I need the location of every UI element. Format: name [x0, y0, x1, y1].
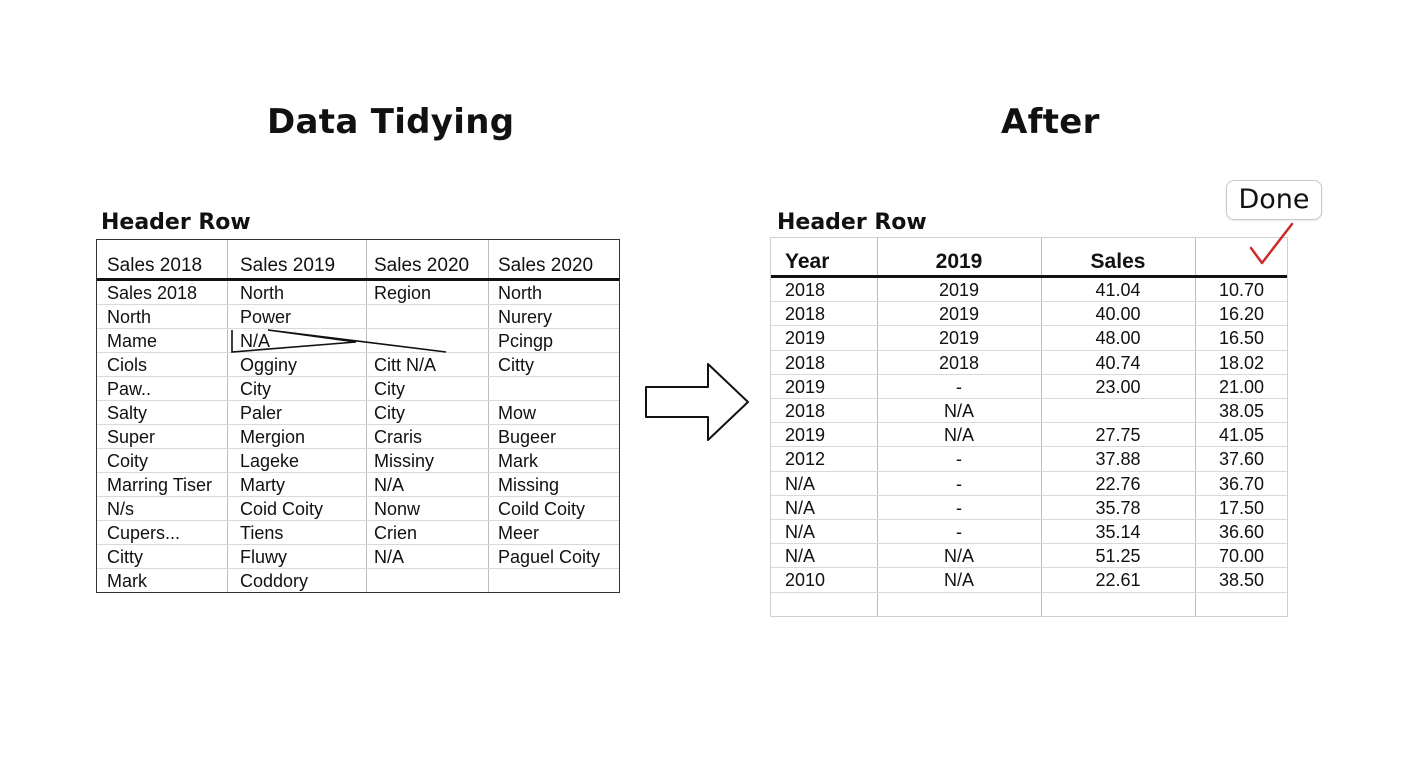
before-table-cell: Cupers... — [107, 523, 181, 543]
after-table-cell: 37.60 — [1218, 449, 1265, 470]
before-table-cell: Tiens — [240, 523, 284, 543]
right-arrow-icon — [644, 362, 752, 446]
after-table-cell: 2012 — [785, 449, 826, 470]
after-table-cell: 36.70 — [1218, 473, 1265, 494]
before-table-cell: Marty — [240, 475, 285, 495]
before-header-cell: Sales 2019 — [240, 255, 336, 276]
after-table-cell: 2018 — [785, 352, 826, 373]
before-column-divider — [366, 240, 367, 592]
before-table-cell: Mark — [107, 571, 147, 591]
after-table-cell: N/A — [785, 497, 816, 518]
after-table-cell: 2019 — [938, 280, 980, 300]
before-table-cell: Salty — [107, 403, 148, 423]
before-table-cell: Coddory — [240, 571, 309, 591]
before-table-cell: City — [374, 403, 405, 423]
before-table-cell: City — [240, 379, 271, 399]
before-table-cell: Crien — [374, 523, 418, 543]
after-table-cell: - — [956, 522, 962, 542]
before-table-cell: Pcingp — [498, 331, 554, 351]
before-table-cell: Coild Coity — [498, 499, 586, 519]
before-table-cell: Fluwy — [240, 547, 288, 567]
before-table-cell: Meer — [498, 523, 540, 543]
before-table-cell: Region — [374, 283, 432, 303]
before-table-cell: Mergion — [240, 427, 306, 447]
after-table-cell: N/A — [943, 425, 974, 446]
after-table-cell: 23.00 — [1095, 376, 1141, 397]
before-table-cell: Citt N/A — [374, 355, 437, 375]
after-table-cell: N/A — [943, 546, 974, 567]
after-table-cell: 2018 — [785, 304, 826, 325]
before-table-cell: Ciols — [107, 355, 148, 375]
after-table-cell: 2019 — [785, 425, 826, 446]
before-table-cell: Mark — [498, 451, 538, 471]
after-table-cell: 16.50 — [1218, 328, 1265, 349]
after-header-cell: Year — [785, 250, 830, 273]
before-table-cell: Citty — [498, 355, 534, 375]
after-table-cell: N/A — [785, 473, 816, 494]
after-table-cell: 70.00 — [1218, 546, 1265, 567]
after-title: After — [1001, 102, 1100, 142]
after-table-cell: 10.70 — [1218, 280, 1265, 300]
after-table-cell: 40.00 — [1095, 304, 1141, 325]
after-table-cell: - — [956, 449, 962, 470]
done-badge: Done — [1226, 180, 1322, 220]
after-table-cell: 17.50 — [1218, 497, 1265, 518]
before-table-cell: Missiny — [374, 451, 435, 471]
before-table-cell: Super — [107, 427, 156, 447]
before-table-cell: Nurery — [498, 307, 553, 327]
before-table-cell: Paler — [240, 403, 283, 423]
before-table-cell: Missing — [498, 475, 560, 495]
after-table-cell: 48.00 — [1095, 328, 1141, 349]
before-table-cell: Paguel Coity — [498, 547, 601, 567]
before-column-divider — [488, 240, 489, 592]
before-table — [96, 239, 620, 593]
before-table-cell: N/A — [374, 547, 405, 567]
after-table-cell: 18.02 — [1218, 352, 1265, 373]
before-table-cell: Marring Tiser — [107, 475, 213, 495]
before-table-cell: North — [240, 283, 285, 303]
after-table-cell: 2019 — [938, 304, 980, 325]
after-table-cell: - — [956, 497, 962, 518]
after-table-cell: 2019 — [785, 328, 826, 349]
before-table-cell: N/A — [240, 331, 271, 351]
after-table-cell: 21.00 — [1218, 376, 1265, 397]
before-header-row-label: Header Row — [101, 210, 251, 235]
before-column-divider — [227, 240, 228, 592]
after-table-cell: 40.74 — [1095, 352, 1141, 373]
after-table-cell: 2018 — [785, 280, 826, 300]
before-table-cell: Mow — [498, 403, 537, 423]
before-table-cell: Sales 2018 — [107, 283, 198, 303]
after-table-cell: 38.50 — [1218, 570, 1265, 591]
before-header-cell: Sales 2020 — [498, 255, 594, 276]
before-table-cell: Coity — [107, 451, 149, 471]
before-row-divider — [97, 376, 619, 377]
after-table-cell: - — [956, 473, 962, 494]
before-table-cell: City — [374, 379, 405, 399]
before-table-cell: Ogginy — [240, 355, 298, 375]
before-table-cell: North — [498, 283, 543, 303]
before-table-cell: Craris — [374, 427, 422, 447]
after-table-cell: 22.61 — [1095, 570, 1141, 591]
before-table-cell: N/A — [374, 475, 405, 495]
after-header-cell: 2019 — [935, 250, 983, 273]
after-table-cell: 2019 — [785, 376, 826, 397]
after-table-cell: 35.78 — [1095, 497, 1141, 518]
after-table-cell: 2019 — [938, 328, 980, 349]
after-table-cell: 22.76 — [1095, 473, 1141, 494]
after-table-cell: 16.20 — [1218, 304, 1265, 325]
before-table-cell: Power — [240, 307, 292, 327]
after-table-cell: - — [956, 376, 962, 397]
before-table-cell: Nonw — [374, 499, 421, 519]
before-table-cell: Citty — [107, 547, 143, 567]
before-table-cell: Lageke — [240, 451, 300, 471]
after-table-cell: 35.14 — [1095, 522, 1141, 542]
before-header-cell: Sales 2020 — [374, 255, 470, 276]
before-title: Data Tidying — [267, 102, 515, 142]
before-row-divider — [97, 400, 619, 401]
before-table-cell: Bugeer — [498, 427, 557, 447]
after-table — [770, 237, 1288, 617]
after-table-cell: 41.04 — [1095, 280, 1141, 300]
after-table-cell: 2018 — [785, 401, 826, 421]
before-table-cell: Paw.. — [107, 379, 152, 399]
before-header-cell: Sales 2018 — [107, 255, 203, 276]
after-table-cell: N/A — [943, 401, 974, 421]
checkmark-icon — [1248, 220, 1296, 268]
after-table-cell: N/A — [943, 570, 974, 591]
after-table-cell: N/A — [785, 546, 816, 567]
before-table-cell: North — [107, 307, 152, 327]
before-table-cell: Coid Coity — [240, 499, 324, 519]
before-table-cell: Mame — [107, 331, 158, 351]
strikethrough-scribble — [228, 328, 458, 358]
after-header-cell: Sales — [1090, 250, 1146, 273]
after-table-cell: 2018 — [938, 352, 980, 373]
after-table-cell: 51.25 — [1095, 546, 1141, 567]
after-table-cell: 36.60 — [1218, 522, 1265, 542]
after-table-cell: 38.05 — [1218, 401, 1265, 421]
after-table-cell: 2010 — [785, 570, 826, 591]
after-table-cell: 37.88 — [1095, 449, 1141, 470]
after-table-cell: N/A — [785, 522, 816, 542]
after-table-cell: 41.05 — [1218, 425, 1265, 446]
after-header-row-label: Header Row — [777, 210, 927, 235]
after-table-cell: 27.75 — [1095, 425, 1141, 446]
before-table-cell: N/s — [107, 499, 134, 519]
